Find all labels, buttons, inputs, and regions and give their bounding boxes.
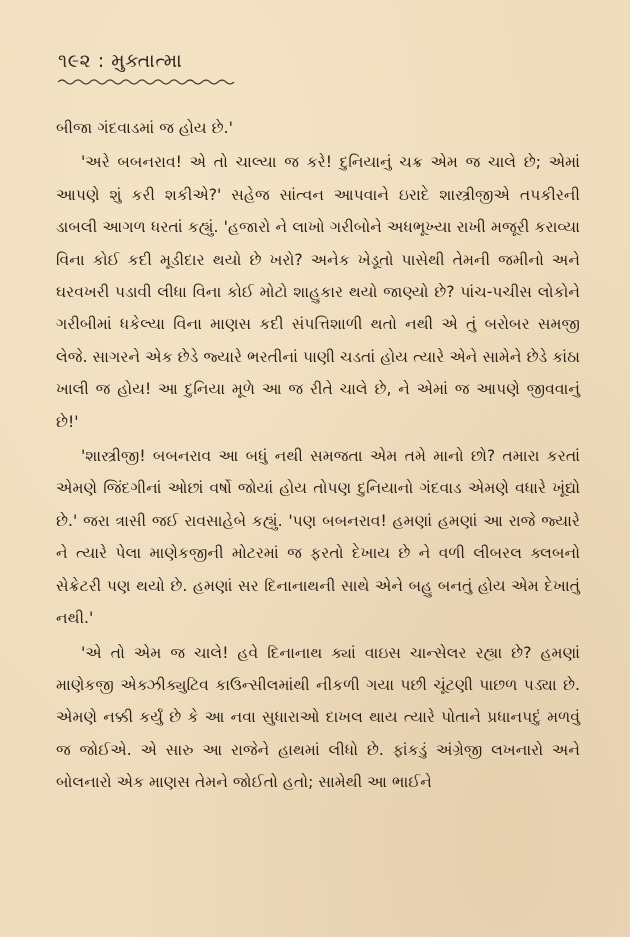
- body-text: [56, 112, 580, 799]
- paragraph: 'એ તો એમ જ ચાલે! હવે દિનાનાથ ક્યાં વાઇસ ચાન્સેલર રહ્યા છે? હમણાં માણેકજી એક્ઝીક્યુટિવ કાઉન્સીલમાંથી નીકળી ગયા પછી ચૂંટણી પાછળ પડ્યા છે. એમણે નક્કી કર્યું છે કે આ નવા સુધારાઓ દાખલ થાય ત્યારે પોતાને પ્રધાનપદું મળવું જ જોઈએ. એ સારુ આ રાજેને હાથમાં લીધો છે. ફાંકડું અંગ્રેજી લખનારો અને બોલનારો એક માણસ તેમને જોઈતો હતો; સામેથી આ ભાઈને: [56, 643, 580, 792]
- wavy-rule-ornament: [58, 78, 236, 86]
- paragraph: બીજા ગંદવાડમાં જ હોય છે.': [56, 119, 233, 137]
- paragraph: 'શાસ્ત્રીજી! બબનરાવ આ બધું નથી સમજતા એમ તમે માનો છો? તમારા કરતાં એમણે જિંદગીનાં ઓછાં વર્ષો જોયાં હોય તોપણ દુનિયાનો ગંદવાડ એમણે વધારે ખૂંદ્યો છે.' જરા ત્રાસી જઈ રાવસાહેબે કહ્યું. 'પણ બબનરાવ! હમણાં હમણાં આ રાજે જ્યારે ને ત્યારે પેલા માણેકજીની મોટરમાં જ ફરતો દેખાય છે ને વળી લીબરલ ક્લબનો સેક્રેટરી પણ થયો છે. હમણાં સર દિનાનાથની સાથે એને બહુ બનતું હોય એમ દેખાતું નથી.': [56, 447, 580, 628]
- paragraph: 'અરે બબનરાવ! એ તો ચાલ્યા જ કરે! દુનિયાનું ચક્ર એમ જ ચાલે છે; એમાં આપણે શું કરી શકીએ?' સહેજ સાંત્વન આપવાને ઇરાદે શાસ્ત્રીજીએ તપકીરની ડાબલી આગળ ધરતાં કહ્યું. 'હજારો ને લાખો ગરીબોને અધભૂખ્યા રાખી મજૂરી કરાવ્યા વિના કોઈ કદી મૂડીદાર થયો છે ખરો? અનેક ખેડૂતો પાસેથી તેમની જમીનો અને ઘરવખરી પડાવી લીધા વિના કોઈ મોટો શાહુકાર થયો જાણ્યો છે? પાંચ-પચીસ લોકોને ગરીબીમાં ધકેલ્યા વિના માણસ કદી સંપત્તિશાળી થતો નથી એ તું બરોબર સમજી લેજે. સાગરને એક છેડે જ્યારે ભરતીનાં પાણી ચડતાં હોય ત્યારે એને સામેને છેડે કાંઠા ખાલી જ હોય! આ દુનિયા મૂળે આ જ રીતે ચાલે છે, ને એમાં જ આપણે જીવવાનું છે!': [56, 153, 580, 431]
- running-head: ૧૯૨ : મુક્તાત્મા: [58, 50, 183, 72]
